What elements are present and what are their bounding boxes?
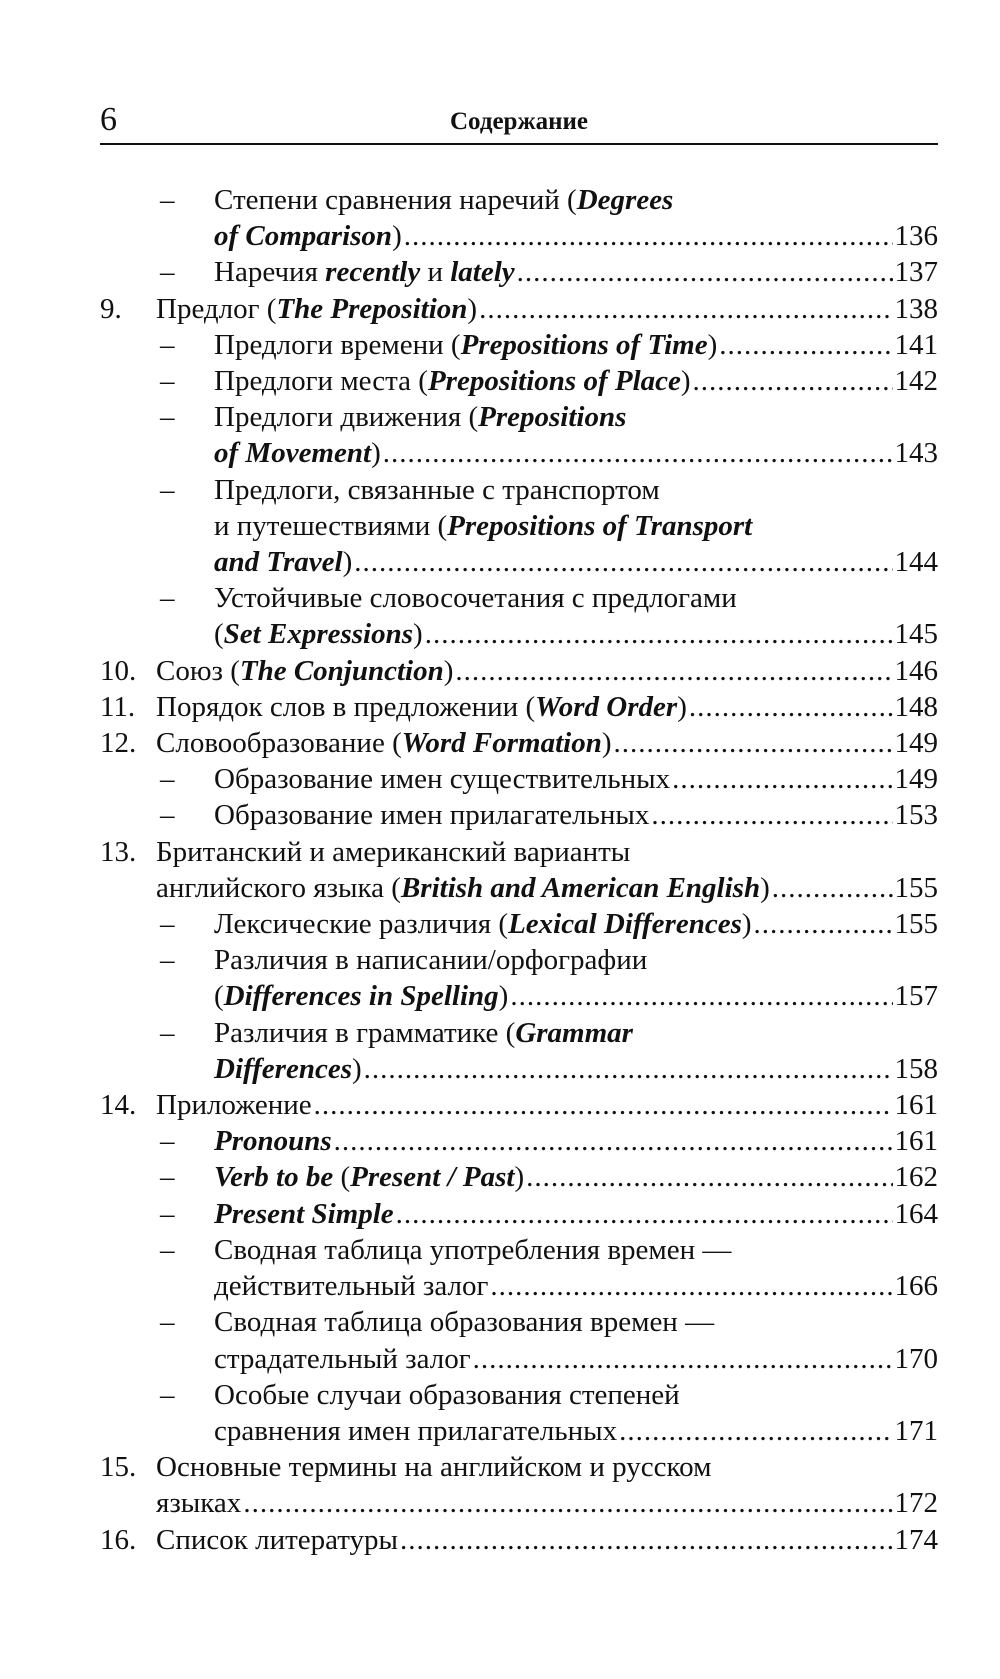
toc-english-term: Grammar (515, 1016, 633, 1049)
dot-leader (404, 218, 893, 254)
toc-bullet-dash: – (160, 473, 175, 506)
toc-entry (100, 291, 938, 327)
dot-leader (526, 1159, 892, 1195)
toc-entry-title (214, 1123, 332, 1159)
toc-english-term: Present Simple (214, 1197, 394, 1230)
toc-page-number: 136 (894, 220, 938, 253)
toc-bullet-dash: – (160, 1306, 175, 1339)
toc-entry (100, 363, 938, 399)
toc-page-number: 174 (894, 1523, 938, 1556)
dot-leader (400, 1522, 892, 1558)
toc-entry-title (214, 761, 670, 797)
toc-text: ) (498, 980, 509, 1013)
toc-text: Словообразование ( (156, 727, 402, 760)
toc-entry-number: 13. (100, 835, 137, 868)
dot-leader (772, 870, 893, 906)
toc-text: Порядок слов в предложении ( (156, 690, 536, 723)
toc-entry (100, 1015, 938, 1087)
toc-page-number: 157 (894, 980, 938, 1013)
toc-bullet-dash: – (160, 944, 175, 977)
toc-page-number: 146 (894, 654, 938, 687)
toc-entry-title (214, 1341, 471, 1377)
toc-english-term: Lexical Differences (508, 908, 742, 941)
toc-entry-line (100, 1449, 938, 1485)
toc-entry-line (100, 1377, 938, 1413)
toc-entry-number: 11. (100, 690, 136, 723)
toc-entry-title (156, 1087, 312, 1123)
dot-leader (364, 1051, 893, 1087)
toc-entry-title (214, 1413, 617, 1449)
toc-text: Предлог ( (156, 292, 277, 325)
toc-entry (100, 1196, 938, 1232)
toc-page-number: 161 (894, 1125, 938, 1158)
toc-bullet-dash: – (160, 1016, 175, 1049)
toc-entry (100, 906, 938, 942)
toc-text: Устойчивые словосочетания с предлогами (214, 582, 737, 615)
dot-leader (425, 616, 893, 652)
toc-text: ) (351, 1052, 362, 1085)
toc-page-number: 137 (894, 256, 938, 289)
dot-leader (754, 906, 893, 942)
toc-english-term: of Movement (214, 437, 372, 470)
toc-text: Предлоги, связанные с транспортом (214, 473, 660, 506)
dot-leader (383, 435, 893, 471)
toc-entry-line (100, 472, 938, 508)
toc-text: ) (601, 727, 612, 760)
toc-entry-line (100, 182, 938, 218)
toc-entry-number: 14. (100, 1089, 137, 1122)
toc-entry-line (100, 254, 938, 290)
toc-text: ) (443, 654, 454, 687)
toc-bullet-dash: – (160, 184, 175, 216)
toc-text: страдательный залог (214, 1342, 471, 1375)
toc-page-number: 158 (894, 1052, 938, 1085)
toc-entry-title (214, 218, 402, 254)
toc-entry (100, 182, 938, 254)
toc-text: действительный залог (214, 1270, 489, 1303)
toc-page-number: 166 (894, 1270, 938, 1303)
toc-entry-title (214, 435, 381, 471)
dot-leader (479, 291, 892, 327)
toc-entry-title (214, 363, 691, 399)
toc-english-term: Prepositions of Transport (447, 509, 753, 542)
toc-entry-line (100, 580, 938, 616)
toc-entry-title (214, 978, 508, 1014)
toc-english-term: Differences (214, 1052, 352, 1085)
toc-bullet-dash: – (160, 1125, 175, 1158)
toc-entry-line (100, 1051, 938, 1087)
toc-entry (100, 1449, 938, 1521)
toc-entry-line (100, 1522, 938, 1558)
toc-entry-line (100, 1232, 938, 1268)
toc-bullet-dash: – (160, 582, 175, 615)
toc-text: ) (413, 618, 423, 651)
toc-page-number: 155 (894, 871, 938, 904)
dot-leader (490, 1268, 892, 1304)
toc-text: ( (214, 618, 224, 651)
toc-text: Основные термины на английском и русском (156, 1451, 712, 1484)
toc-entry-title (214, 1159, 524, 1195)
toc-english-term: Degrees (576, 184, 674, 216)
toc-entry (100, 1522, 938, 1558)
toc-english-term: Present / Past (350, 1161, 515, 1194)
toc-text: Приложение (156, 1089, 312, 1122)
toc-entry (100, 1159, 938, 1195)
toc-entry-title (156, 1485, 241, 1521)
toc-text: ( (333, 1161, 351, 1194)
toc-entry-line (100, 942, 938, 978)
toc-text: ) (392, 220, 402, 253)
toc-text: Образование имен существительных (214, 763, 671, 796)
toc-entry (100, 580, 938, 652)
toc-bullet-dash: – (160, 1197, 175, 1230)
toc-entry-title (214, 254, 515, 290)
toc-entry (100, 1304, 938, 1376)
toc-entry-title (214, 327, 717, 363)
dot-leader (455, 653, 892, 689)
toc-entry-line (100, 1123, 938, 1159)
toc-entry-title (156, 689, 687, 725)
toc-bullet-dash: – (160, 763, 175, 796)
toc-text: ) (741, 908, 752, 941)
toc-entry-line (100, 1159, 938, 1195)
toc-text: Предлоги движения ( (214, 401, 479, 434)
toc-entry-line (100, 1485, 938, 1521)
toc-english-term: Pronouns (214, 1125, 332, 1158)
toc-entry (100, 1377, 938, 1449)
toc-text: Различия в написании/орфографии (214, 944, 648, 977)
toc-text: Степени сравнения наречий ( (214, 184, 577, 216)
toc-entry (100, 1232, 938, 1304)
toc-text: Различия в грамматике ( (214, 1016, 516, 1049)
toc-text: и путешествиями ( (214, 509, 448, 542)
toc-entry-line (100, 1015, 938, 1051)
toc-entry-line (100, 616, 938, 652)
toc-entry-title (156, 653, 453, 689)
toc-entry-number: 15. (100, 1451, 137, 1484)
toc-entry-title (214, 1196, 394, 1232)
toc-bullet-dash: – (160, 365, 175, 398)
toc-english-term: The Conjunction (239, 654, 444, 687)
toc-english-term: Verb to be (214, 1161, 334, 1194)
toc-bullet-dash: – (160, 328, 175, 361)
toc-english-term: Prepositions of Time (460, 328, 708, 361)
toc-bullet-dash: – (160, 1378, 175, 1411)
toc-entry (100, 653, 938, 689)
toc-text: языках (156, 1487, 242, 1520)
dot-leader (510, 978, 892, 1014)
toc-english-term: Word Formation (401, 727, 602, 760)
toc-entry-line (100, 544, 938, 580)
toc-bullet-dash: – (160, 799, 175, 832)
toc-text: Наречия (214, 256, 326, 289)
toc-page-number: 144 (894, 546, 938, 579)
toc-page-number: 153 (894, 799, 938, 832)
toc-text: ) (760, 871, 770, 904)
toc-entry (100, 797, 938, 833)
dot-leader (334, 1123, 893, 1159)
toc-entry-line (100, 834, 938, 870)
toc-text: ) (342, 546, 353, 579)
toc-entry-number: 16. (100, 1523, 137, 1556)
toc-english-term: The Preposition (276, 292, 468, 325)
toc-entry (100, 399, 938, 471)
toc-entry (100, 327, 938, 363)
toc-text: сравнения имен прилагательных (214, 1414, 618, 1447)
toc-page-number: 170 (894, 1342, 938, 1375)
toc-english-term: Word Order (535, 690, 678, 723)
toc-text: ) (514, 1161, 525, 1194)
dot-leader (396, 1196, 893, 1232)
toc-text: Сводная таблица образования времен — (214, 1306, 715, 1339)
page-number: 6 (100, 101, 117, 138)
toc-page-number: 162 (894, 1161, 938, 1194)
header-rule (100, 143, 938, 145)
dot-leader (473, 1341, 893, 1377)
toc-entry (100, 725, 938, 761)
toc-text: Предлоги времени ( (214, 328, 461, 361)
dot-leader (619, 1413, 892, 1449)
dot-leader (354, 544, 892, 580)
toc-entry-line (100, 906, 938, 942)
toc-bullet-dash: – (160, 908, 175, 941)
toc-text: английского языка ( (156, 871, 401, 904)
toc-text: Предлоги места ( (214, 365, 428, 398)
dot-leader (243, 1485, 892, 1521)
toc-english-term: and Travel (214, 546, 343, 579)
toc-text: Список литературы (156, 1523, 399, 1556)
toc-entry-title (214, 1268, 488, 1304)
toc-entry (100, 942, 938, 1014)
toc-page-number: 145 (894, 618, 938, 651)
toc-entry-line (100, 1413, 938, 1449)
toc-text: ( (214, 980, 224, 1013)
toc-entry-title (214, 1051, 362, 1087)
toc-text: и (420, 256, 451, 289)
toc-text: Особые случаи образования степеней (214, 1378, 680, 1411)
toc-text: Лексические различия ( (214, 908, 509, 941)
toc-bullet-dash: – (160, 1161, 175, 1194)
toc-english-term: British and American English (400, 871, 761, 904)
toc-english-term: Differences in Spelling (223, 980, 499, 1013)
toc-text: Сводная таблица употребления времен — (214, 1233, 732, 1266)
toc-entry-line (100, 725, 938, 761)
toc-text: ) (677, 690, 687, 723)
toc-entry-line (100, 291, 938, 327)
toc-entry-number: 12. (100, 727, 137, 760)
toc-entry-line (100, 1268, 938, 1304)
toc-entry-line (100, 978, 938, 1014)
toc-english-term: Prepositions (478, 401, 627, 434)
toc-entry-line (100, 1087, 938, 1123)
toc-entry (100, 1087, 938, 1123)
toc-bullet-dash: – (160, 401, 175, 434)
toc-entry-number: 10. (100, 654, 137, 687)
toc-entry-title (156, 870, 770, 906)
toc-english-term: Prepositions of Place (427, 365, 681, 398)
toc-page-number: 161 (894, 1089, 938, 1122)
toc-page-number: 164 (894, 1197, 938, 1230)
toc-entry-line (100, 797, 938, 833)
toc-entry-line (100, 363, 938, 399)
toc-entry-line (100, 1304, 938, 1340)
page-header (100, 100, 938, 140)
toc-entry (100, 834, 938, 906)
toc-page-number: 143 (894, 437, 938, 470)
toc-page-number: 138 (894, 292, 938, 325)
dot-leader (693, 363, 893, 399)
toc-page-number: 155 (894, 908, 938, 941)
toc-entry (100, 254, 938, 290)
toc-entry-line (100, 1341, 938, 1377)
toc-entry-line (100, 399, 938, 435)
toc-text: Образование имен прилагательных (214, 799, 650, 832)
dot-leader (719, 327, 892, 363)
toc-text: ) (371, 437, 381, 470)
toc-entry-title (214, 906, 752, 942)
toc-entry-line (100, 1196, 938, 1232)
dot-leader (314, 1087, 893, 1123)
toc-entry-line (100, 435, 938, 471)
toc-bullet-dash: – (160, 256, 175, 289)
toc-entry-title (214, 797, 649, 833)
toc-entry-line (100, 508, 938, 544)
dot-leader (517, 254, 893, 290)
toc-text: ) (707, 328, 718, 361)
dot-leader (651, 797, 892, 833)
dot-leader (689, 689, 893, 725)
toc-page-number: 172 (894, 1487, 938, 1520)
toc-page-number: 171 (894, 1414, 938, 1447)
toc-text: Союз ( (156, 654, 240, 687)
toc-entry-line (100, 689, 938, 725)
toc-page-number: 141 (894, 328, 938, 361)
dot-leader (672, 761, 892, 797)
toc-entry-line (100, 761, 938, 797)
toc-entry-title (214, 544, 352, 580)
toc-english-term: recently (325, 256, 421, 289)
toc-entry-line (100, 218, 938, 254)
toc-english-term: lately (450, 256, 515, 289)
toc-page-number: 148 (894, 690, 938, 723)
toc-entry-number: 9. (100, 292, 122, 325)
toc-bullet-dash: – (160, 1233, 175, 1266)
toc-entry (100, 761, 938, 797)
toc-entry-title (214, 616, 423, 652)
toc-entry (100, 472, 938, 581)
toc-entry (100, 1123, 938, 1159)
toc-entry-line (100, 653, 938, 689)
toc-entry-title (156, 725, 612, 761)
toc-page-number: 149 (894, 727, 938, 760)
toc-entry (100, 689, 938, 725)
toc-text: ) (467, 292, 478, 325)
toc-entry-line (100, 327, 938, 363)
toc-page-number: 142 (894, 365, 938, 398)
toc-entry-line (100, 870, 938, 906)
toc-entry-title (156, 1522, 398, 1558)
table-of-contents (100, 182, 938, 1558)
running-title: Содержание (449, 108, 588, 135)
toc-text: ) (680, 365, 691, 398)
toc-english-term: Set Expressions (223, 618, 414, 651)
toc-english-term: of Comparison (214, 220, 393, 253)
toc-text: Британский и американский варианты (156, 835, 631, 868)
dot-leader (614, 725, 893, 761)
toc-page-number: 149 (894, 763, 938, 796)
toc-entry-title (156, 291, 477, 327)
